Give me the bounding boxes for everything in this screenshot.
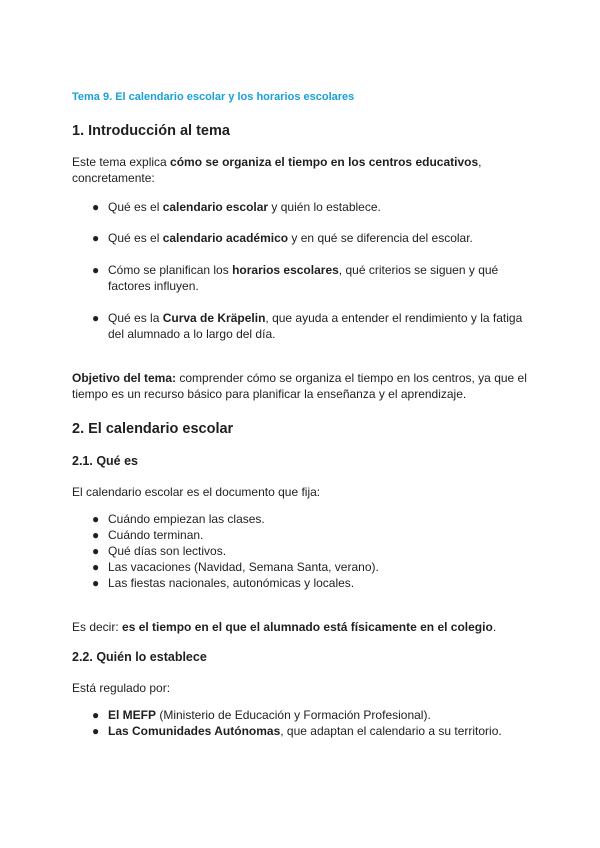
- item-text: Las vacaciones (Navidad, Semana Santa, verano).: [108, 560, 379, 574]
- item-text: Cómo se planifican los: [108, 263, 233, 277]
- objective-paragraph: [72, 370, 532, 402]
- bullet-icon: ●: [92, 263, 100, 277]
- item-text: (Ministerio de Educación y Formación Profesional).: [156, 708, 431, 722]
- bullet-icon: ●: [92, 528, 100, 542]
- topics-list-4: [92, 310, 532, 342]
- list-item: [92, 723, 532, 739]
- bullet-icon: ●: [92, 311, 100, 325]
- topics-list-2: [92, 230, 532, 246]
- objective-text: comprender cómo se organiza el tiempo en los centros, ya que el tiempo es un recurso básico para planificar la enseñanza y el aprendizaje.: [72, 371, 527, 401]
- list-item: [92, 262, 532, 294]
- item-text: Qué es el: [108, 200, 163, 214]
- item-text: Qué días son lectivos.: [108, 544, 227, 558]
- list-item: [92, 543, 532, 559]
- bullet-icon: ●: [92, 512, 100, 526]
- list-item: [92, 511, 532, 527]
- list-item: [92, 575, 532, 591]
- section-1-intro: [72, 154, 532, 186]
- section-2-heading: 2. El calendario escolar: [72, 421, 234, 437]
- summary-text-end: .: [492, 620, 497, 634]
- regulators-list: [92, 707, 532, 739]
- item-text: Qué es la: [108, 311, 163, 325]
- list-item: [92, 527, 532, 543]
- intro-text: Este tema explica: [72, 155, 171, 169]
- calendar-items-list: [92, 511, 532, 591]
- item-text: Las fiestas nacionales, autonómicas y locales.: [108, 576, 355, 590]
- subsection-2-2-heading: 2.2. Quién lo establece: [72, 650, 207, 664]
- subsection-2-1-heading: 2.1. Qué es: [72, 454, 139, 468]
- bullet-icon: ●: [92, 560, 100, 574]
- item-text: Cuándo terminan.: [108, 528, 204, 542]
- item-text-end: y quién lo establece.: [268, 200, 381, 214]
- objective-label: Objetivo del tema:: [72, 371, 177, 385]
- bullet-icon: ●: [92, 231, 100, 245]
- list-item: [92, 707, 532, 723]
- item-text: , que adaptan el calendario a su territorio.: [280, 724, 502, 738]
- item-bold: horarios escolares: [232, 263, 339, 277]
- bullet-icon: ●: [92, 576, 100, 590]
- item-bold: Las Comunidades Autónomas: [108, 724, 281, 738]
- item-bold: calendario académico: [162, 231, 289, 245]
- topics-list-3: [92, 262, 532, 294]
- section-1-heading: 1. Introducción al tema: [72, 123, 230, 139]
- list-item: [92, 230, 532, 246]
- summary-bold: es el tiempo en el que el alumnado está físicamente en el colegio: [122, 620, 493, 634]
- topics-list-1: [92, 199, 532, 215]
- bullet-icon: ●: [92, 544, 100, 558]
- item-bold: El MEFP: [108, 708, 157, 722]
- item-bold: Curva de Kräpelin: [162, 311, 266, 325]
- subsection-2-2-intro: Está regulado por:: [72, 681, 171, 695]
- summary-paragraph: [72, 619, 532, 635]
- summary-text: Es decir:: [72, 620, 123, 634]
- list-item: [92, 310, 532, 342]
- bullet-icon: ●: [92, 200, 100, 214]
- item-text: Qué es el: [108, 231, 163, 245]
- item-text: Cuándo empiezan las clases.: [108, 512, 265, 526]
- intro-text-end: , concretamente:: [72, 155, 482, 185]
- list-item: [92, 199, 532, 215]
- bullet-icon: ●: [92, 724, 100, 738]
- document-subtitle: Tema 9. El calendario escolar y los horarios escolares: [72, 91, 355, 103]
- subsection-2-1-intro: El calendario escolar es el documento que fija:: [72, 485, 321, 499]
- list-item: [92, 559, 532, 575]
- bullet-icon: ●: [92, 708, 100, 722]
- item-text-end: , qué criterios se siguen y qué factores influyen.: [108, 263, 499, 293]
- item-text-end: , que ayuda a entender el rendimiento y la fatiga del alumnado a lo largo del día.: [108, 311, 523, 341]
- item-bold: calendario escolar: [162, 200, 269, 214]
- intro-bold: cómo se organiza el tiempo en los centros educativos: [170, 155, 479, 169]
- item-text-end: y en qué se diferencia del escolar.: [288, 231, 473, 245]
